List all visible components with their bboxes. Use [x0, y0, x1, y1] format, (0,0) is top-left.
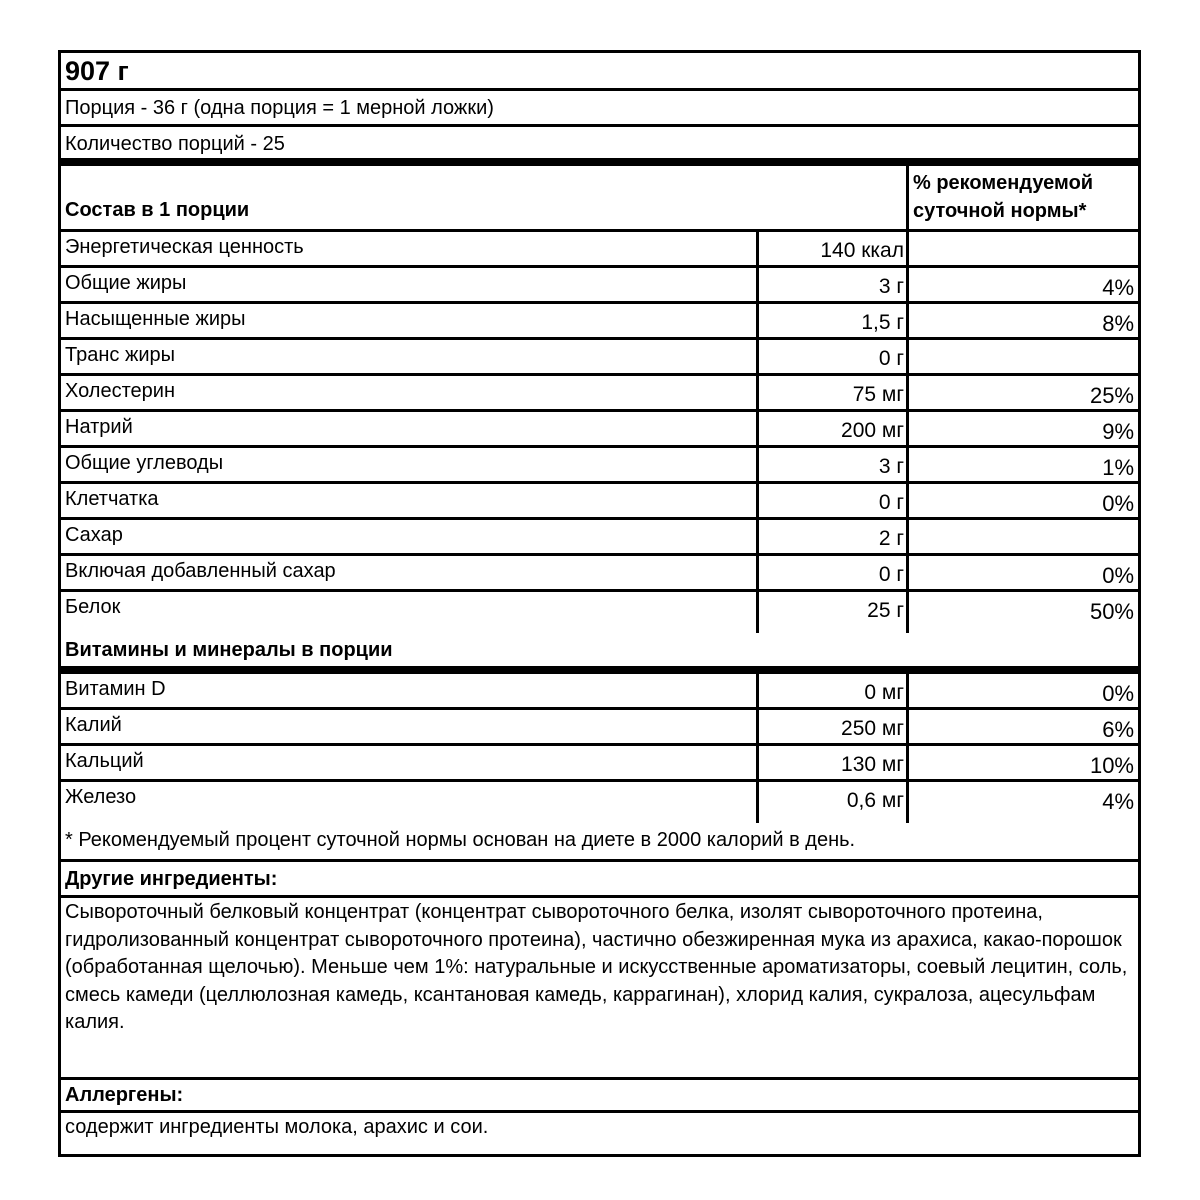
nutrient-row	[61, 448, 1138, 484]
nutrient-name: Белок	[65, 596, 121, 618]
nutrient-row	[61, 232, 1138, 268]
allergens-title: Аллергены:	[65, 1084, 184, 1106]
nutrient-amount: 140 ккал	[756, 232, 906, 265]
nutrient-list	[61, 232, 1138, 633]
nutrient-name: Витамин D	[65, 678, 166, 700]
nutrient-daily-value: 25%	[906, 376, 1138, 409]
nutrient-row	[61, 412, 1138, 448]
nutrition-label	[58, 50, 1141, 1157]
nutrient-amount: 25 г	[756, 592, 906, 633]
nutrient-row	[61, 484, 1138, 520]
table-header-row	[61, 166, 1138, 232]
nutrient-amount: 0 г	[756, 340, 906, 373]
nutrient-daily-value: 8%	[906, 304, 1138, 337]
footnote: * Рекомендуемый процент суточной нормы основан на диете в 2000 калорий в день.	[65, 829, 856, 851]
footnote-row	[61, 823, 1138, 862]
nutrient-row	[61, 268, 1138, 304]
nutrient-amount: 250 мг	[756, 710, 906, 743]
serving-size-row	[61, 91, 1138, 127]
nutrient-name: Натрий	[65, 416, 133, 438]
nutrient-row	[61, 556, 1138, 592]
vitamin-row	[61, 746, 1138, 782]
nutrient-row	[61, 340, 1138, 376]
nutrient-name: Включая добавленный сахар	[65, 560, 336, 582]
nutrient-name: Транс жиры	[65, 344, 175, 366]
serving-size: Порция - 36 г (одна порция = 1 мерной ложки)	[65, 97, 494, 119]
nutrient-amount: 0 мг	[756, 674, 906, 707]
nutrient-amount: 3 г	[756, 268, 906, 301]
nutrient-name: Общие углеводы	[65, 452, 224, 474]
servings-row	[61, 127, 1138, 166]
allergens-row	[61, 1113, 1138, 1154]
nutrient-amount: 0 г	[756, 484, 906, 517]
nutrient-daily-value: 4%	[906, 782, 1138, 823]
nutrient-daily-value	[906, 520, 1138, 553]
vitamin-list	[61, 674, 1138, 823]
nutrient-name: Клетчатка	[65, 488, 159, 510]
nutrient-daily-value: 1%	[906, 448, 1138, 481]
nutrient-amount: 2 г	[756, 520, 906, 553]
daily-value-header: % рекомендуемой суточной нормы*	[906, 166, 1138, 229]
other-ingredients-title: Другие ингредиенты:	[65, 868, 278, 890]
vitamins-header-row	[61, 633, 1138, 674]
nutrient-name: Калий	[65, 714, 122, 736]
composition-header: Состав в 1 порции	[65, 199, 250, 221]
nutrient-name: Кальций	[65, 750, 144, 772]
vitamin-row	[61, 710, 1138, 746]
nutrient-amount: 0 г	[756, 556, 906, 589]
vitamins-header: Витамины и минералы в порции	[65, 639, 393, 661]
nutrient-amount: 1,5 г	[756, 304, 906, 337]
other-ingredients-title-row	[61, 862, 1138, 898]
nutrient-name: Железо	[65, 786, 137, 808]
other-ingredients-row	[61, 898, 1138, 1080]
nutrient-name: Холестерин	[65, 380, 175, 402]
nutrient-daily-value: 0%	[906, 674, 1138, 707]
net-weight-row	[61, 53, 1138, 91]
nutrient-daily-value: 0%	[906, 484, 1138, 517]
nutrient-name: Насыщенные жиры	[65, 308, 246, 330]
nutrient-amount: 3 г	[756, 448, 906, 481]
allergens-title-row	[61, 1080, 1138, 1113]
nutrient-name: Сахар	[65, 524, 123, 546]
vitamin-row	[61, 782, 1138, 823]
nutrient-daily-value: 10%	[906, 746, 1138, 779]
nutrient-row	[61, 376, 1138, 412]
nutrient-daily-value: 4%	[906, 268, 1138, 301]
vitamin-row	[61, 674, 1138, 710]
nutrient-row	[61, 520, 1138, 556]
nutrient-daily-value: 6%	[906, 710, 1138, 743]
nutrient-amount: 75 мг	[756, 376, 906, 409]
nutrient-name: Общие жиры	[65, 272, 187, 294]
nutrient-daily-value: 0%	[906, 556, 1138, 589]
nutrient-daily-value	[906, 340, 1138, 373]
allergens-text: содержит ингредиенты молока, арахис и сои.	[65, 1116, 489, 1138]
nutrient-amount: 130 мг	[756, 746, 906, 779]
nutrient-amount: 0,6 мг	[756, 782, 906, 823]
nutrient-daily-value: 9%	[906, 412, 1138, 445]
nutrient-amount: 200 мг	[756, 412, 906, 445]
nutrient-daily-value	[906, 232, 1138, 265]
nutrient-name: Энергетическая ценность	[65, 236, 304, 258]
nutrient-row	[61, 304, 1138, 340]
nutrient-row	[61, 592, 1138, 633]
net-weight: 907 г	[65, 56, 129, 86]
servings-count: Количество порций - 25	[65, 133, 285, 155]
other-ingredients-text: Сывороточный белковый концентрат (концентрат сывороточного белка, изолят сывороточного протеина, гидролизованный концентрат сывороточного протеина), частично обезжиренная мука из арахиса, какао-порошок (обработанная щелочью). Меньше чем 1%: натуральные и искусственные ароматизаторы, соевый лецитин, соль, смесь камеди (целлюлозная камедь, ксантановая камедь, каррагинан), хлорид калия, сукралоза, ацесульфам калия.	[65, 901, 1128, 1033]
nutrient-daily-value: 50%	[906, 592, 1138, 633]
